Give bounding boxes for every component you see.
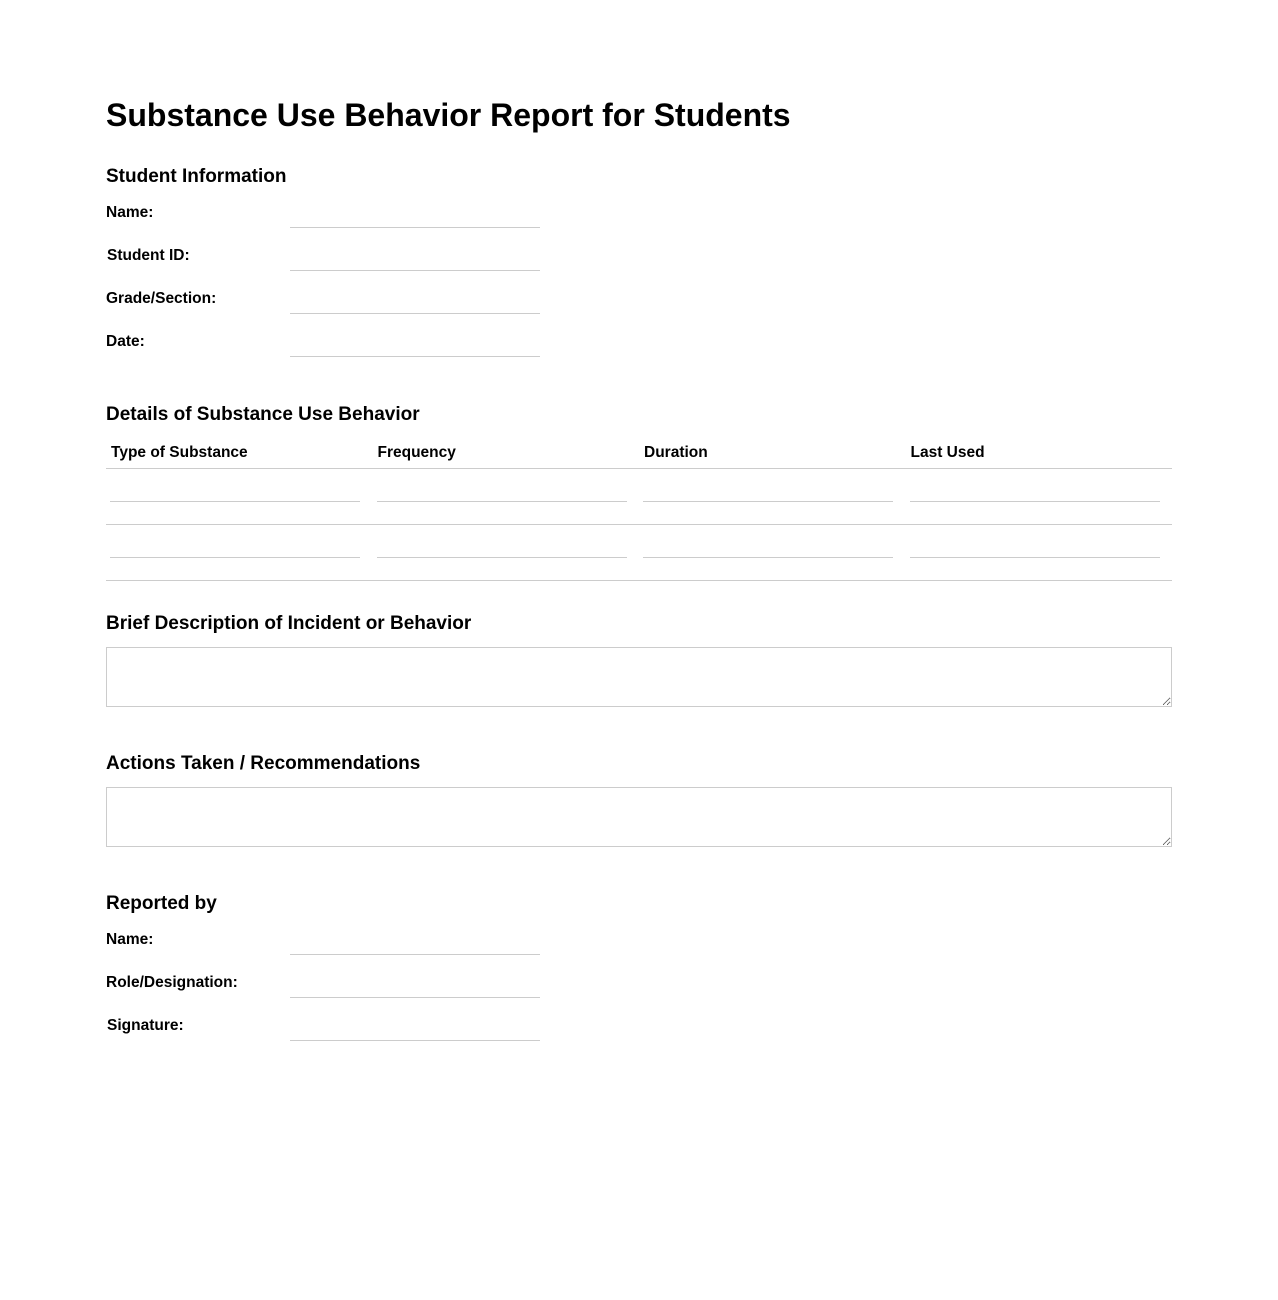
page-title: Substance Use Behavior Report for Students <box>106 97 791 133</box>
type-of-substance-input[interactable] <box>110 478 360 502</box>
table-cell <box>906 469 1173 525</box>
table-cell <box>373 469 640 525</box>
grade-section-label: Grade/Section: <box>106 290 217 307</box>
grade-section-input[interactable] <box>290 290 540 314</box>
table-row <box>106 525 1172 581</box>
table-cell <box>639 525 906 581</box>
last-used-input[interactable] <box>910 534 1160 558</box>
reporter-name-label: Name: <box>106 931 154 948</box>
column-header-type-of-substance: Type of Substance <box>106 440 373 469</box>
student-name-row <box>106 204 540 234</box>
student-id-row <box>106 247 540 277</box>
student-id-label: Student ID: <box>107 247 190 264</box>
student-name-input[interactable] <box>290 204 540 228</box>
date-label: Date: <box>106 333 145 350</box>
frequency-input[interactable] <box>377 478 627 502</box>
type-of-substance-input[interactable] <box>110 534 360 558</box>
signature-input[interactable] <box>290 1017 540 1041</box>
table-cell <box>906 525 1173 581</box>
table-cell <box>106 469 373 525</box>
date-input[interactable] <box>290 333 540 357</box>
description-heading: Brief Description of Incident or Behavior <box>106 613 472 634</box>
table-row <box>106 469 1172 525</box>
duration-input[interactable] <box>643 478 893 502</box>
reporter-name-row <box>106 931 540 961</box>
signature-label: Signature: <box>107 1017 184 1034</box>
reporter-name-input[interactable] <box>290 931 540 955</box>
duration-input[interactable] <box>643 534 893 558</box>
frequency-input[interactable] <box>377 534 627 558</box>
reported-by-heading: Reported by <box>106 893 217 914</box>
table-cell <box>639 469 906 525</box>
table-header-row <box>106 440 1172 469</box>
actions-heading: Actions Taken / Recommendations <box>106 753 421 774</box>
substance-details-table <box>106 440 1172 581</box>
column-header-duration: Duration <box>639 440 906 469</box>
last-used-input[interactable] <box>910 478 1160 502</box>
grade-section-row <box>106 290 540 320</box>
table-cell <box>373 525 640 581</box>
column-header-last-used: Last Used <box>906 440 1173 469</box>
table-cell <box>106 525 373 581</box>
role-designation-input[interactable] <box>290 974 540 998</box>
student-information-heading: Student Information <box>106 166 287 187</box>
student-name-label: Name: <box>106 204 154 221</box>
role-designation-label: Role/Designation: <box>106 974 238 991</box>
details-heading: Details of Substance Use Behavior <box>106 404 420 425</box>
role-designation-row <box>106 974 540 1004</box>
student-id-input[interactable] <box>290 247 540 271</box>
signature-row <box>106 1017 540 1047</box>
actions-textarea[interactable] <box>106 787 1172 847</box>
column-header-frequency: Frequency <box>373 440 640 469</box>
description-textarea[interactable] <box>106 647 1172 707</box>
date-row <box>106 333 540 363</box>
